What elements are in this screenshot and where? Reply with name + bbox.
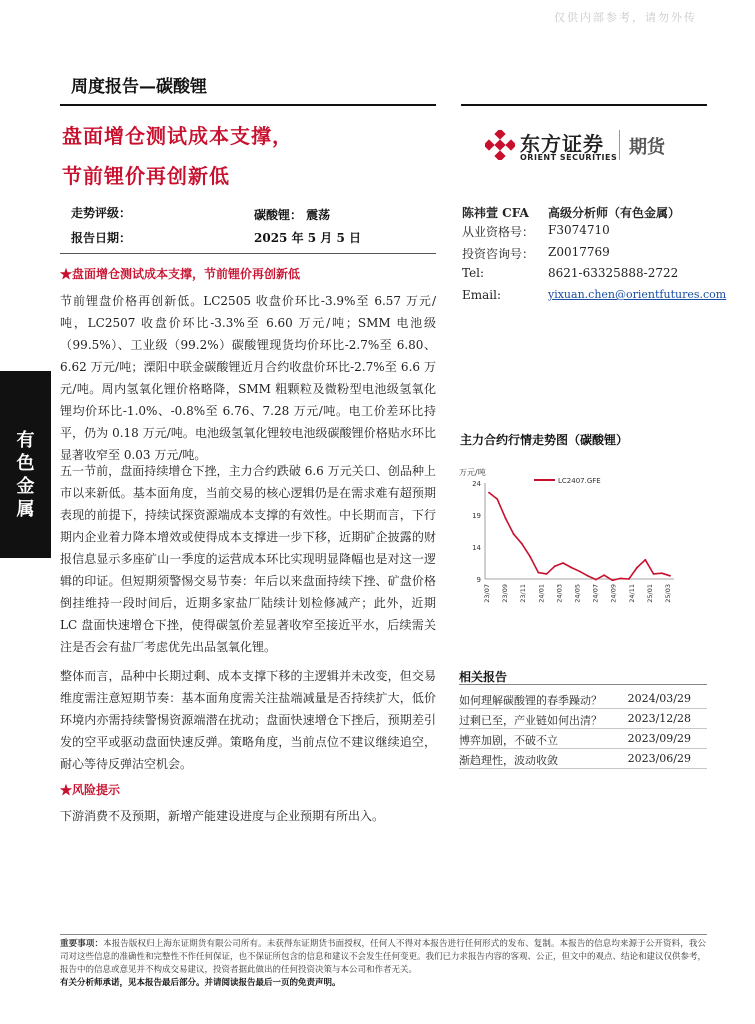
analyst-title: 高级分析师（有色金属） <box>548 206 681 220</box>
sector-label-char: 色 <box>16 453 35 474</box>
analyst-advisory-label: 投资咨询号： <box>462 247 535 261</box>
chart-title: 主力合约行情走势图（碳酸锂） <box>460 433 629 447</box>
chart-data-point <box>488 492 490 494</box>
related-report-date: 2023/09/29 <box>627 732 691 745</box>
chart-data-point <box>636 567 638 569</box>
analyst-tel-value: 8621-63325888-2722 <box>548 266 679 280</box>
summary-paragraph-1-text: 节前锂盘价格再创新低。LC2505 收盘价环比-3.9%至 6.57 万元/吨，LC2507 收盘价环比-3.3%至 6.60 万元/吨；SMM 电池级（99.5%）、工业级（99.2%）碳酸锂现货均价环比-2.7%至 6.80、6.62 万元/吨；溧阳中联金碳酸锂近月合约收盘价环比-2.7%至 6.6 万元/吨。周内氢氧化锂价格略降，SMM 粗颗粒及微粉型电池级氢氧化锂均价环比-1.0%、-0.8%至 6.76、7.28 万元/吨。电工价差环比持平，仍为 0.18 万元/吨。电池级氢氧化锂较电池级碳酸锂价格贴水环比显著收窄至 0.03 万元/吨。 <box>60 294 436 462</box>
related-report-title[interactable]: 博弈加剧，不破不立 <box>459 734 558 747</box>
related-report-title[interactable]: 过剩已至，产业链如何出清？ <box>459 714 602 727</box>
chart-data-point <box>587 575 589 577</box>
related-reports-heading: 相关报告 <box>459 670 508 684</box>
orient-securities-logo-icon <box>485 130 515 160</box>
chart-y-tick-label: 9 <box>476 576 481 584</box>
chart-data-point <box>521 543 523 545</box>
sector-label-char: 金 <box>16 476 35 497</box>
chart-data-point <box>570 567 572 569</box>
summary-heading: ★盘面增仓测试成本支撑，节前锂价再创新低 <box>60 267 301 281</box>
related-report-date: 2023/06/29 <box>627 752 691 765</box>
trend-rating-value: 碳酸锂： 震荡 <box>254 208 331 222</box>
chart-data-point <box>505 517 507 519</box>
logo-divider <box>619 130 620 160</box>
analyst-tel-label: Tel: <box>462 266 485 280</box>
chart-y-tick-label: 19 <box>472 512 481 520</box>
chart-y-label: 万元/吨 <box>459 468 486 477</box>
chart-data-point <box>644 559 646 561</box>
footer-notice-text: 本报告版权归上海东证期货有限公司所有。未获得东证期货书面授权，任何人不得对本报告进行任何形式的发布、复制。本报告的信息均来源于公开资料，我公司对这些信息的准确性和完整性不作任何保证，也不保证所包含的信息和建议不会发生任何变更。我们已力求报告内容的客观、公正，但文中的观点、结论和建议仅供参考，报告中的信息或意见并不构成交易建议，投资者据此做出的任何投资决策与本公司和作者无关。 <box>60 939 707 975</box>
header-rule-right <box>461 104 707 106</box>
chart-x-tick-label: 25/03 <box>664 584 672 603</box>
analyst-license-value: F3074710 <box>548 223 610 237</box>
chart-data-point <box>653 573 655 575</box>
chart-x-tick-label: 23/11 <box>519 584 528 603</box>
footer-notice-label: 重要事项： <box>60 939 104 949</box>
trend-rating-label: 走势评级： <box>71 206 132 220</box>
related-report-title[interactable]: 渐趋理性，波动收敛 <box>459 754 558 767</box>
related-report-title[interactable]: 如何理解碳酸锂的春季躁动？ <box>459 694 602 707</box>
analyst-license-label: 从业资格号： <box>462 225 535 239</box>
chart-data-point <box>661 572 663 574</box>
watermark: 仅供内部参考，请勿外传 <box>554 11 697 24</box>
chart-data-point <box>554 565 556 567</box>
footer-notice <box>60 938 706 977</box>
sector-label-char: 属 <box>16 499 35 520</box>
chart-x-tick-label: 23/09 <box>501 584 510 603</box>
chart-data-point <box>595 579 597 581</box>
summary-paragraph-3-text: 整体而言，品种中长期过剩、成本支撑下移的主逻辑并未改变，但交易维度需注意短期节奏：基本面角度需关注盐端减量是否持续扩大，低价环境内亦需持续警惕资源端潜在扰动；盘面快速增仓下挫后，预期差引发的空平或驱动盘面快速反弹。策略角度，当前点位不建议继续追空，耐心等待反弹沽空机会。 <box>60 669 436 771</box>
chart-data-point <box>546 573 548 575</box>
chart-data-point <box>537 572 539 574</box>
chart-x-tick-label: 23/07 <box>483 584 491 603</box>
analyst-advisory-value: Z0017769 <box>548 245 610 259</box>
chart-y-tick-label: 24 <box>472 480 481 488</box>
chart-series-line <box>489 493 670 581</box>
analyst-name: 陈祎萱 CFA <box>462 206 529 220</box>
chart-x-tick-label: 24/03 <box>555 584 564 603</box>
rating-rule <box>60 253 436 254</box>
footer-disclaimer-pointer: 有关分析师承诺，见本报告最后部分。并请阅读报告最后一页的免责声明。 <box>60 978 341 988</box>
price-chart <box>459 461 687 611</box>
chart-data-point <box>612 579 614 581</box>
summary-paragraph-2-text: 五一节前，盘面持续增仓下挫，主力合约跌破 6.6 万元关口、创品种上市以来新低。基本面角度，当前交易的核心逻辑仍是在需求难有超预期表现的前提下，持续试探资源端成本支撑的有效性。中长期而言，下行期内企业着力降本增效或使得成本支撑进一步下移，近期矿企披露的财报信息显示多座矿山一季度的运营成本环比实现明显降幅也是对这一逻辑的印证。但短期须警惕交易节奏：年后以来盘面持续下挫、矿盘价格倒挂维持一段时间后，近期多家盐厂陆续计划检修减产；此外，近期 LC 盘面快速增仓下挫，使得碳氢价差显著收窄至接近平水，后续需关注是否会有盐厂考虑优先出品氢氧化锂。 <box>60 464 436 654</box>
related-report-date: 2024/03/29 <box>627 692 691 705</box>
report-date-value: 2025 年 5 月 5 日 <box>254 231 361 245</box>
analyst-email-label: Email: <box>462 288 502 302</box>
chart-data-point <box>669 575 671 577</box>
sector-label-char: 有 <box>16 430 35 451</box>
chart-x-tick-label: 24/11 <box>627 584 636 603</box>
report-type: 周度报告—碳酸锂 <box>71 77 207 97</box>
chart-x-tick-label: 24/05 <box>573 584 582 603</box>
chart-data-point <box>620 577 622 579</box>
summary-paragraph-1 <box>60 290 436 466</box>
chart-x-tick-label: 25/01 <box>645 584 654 603</box>
sector-label <box>0 429 51 521</box>
chart-data-point <box>529 556 531 558</box>
related-item-rule <box>459 728 707 729</box>
chart-legend-label: LC2407.GFE <box>558 477 601 485</box>
logo-name-en: ORIENT SECURITIES <box>520 153 618 162</box>
report-title-line1: 盘面增仓测试成本支撑， <box>62 124 293 148</box>
chart-data-point <box>562 562 564 564</box>
logo-division: 期货 <box>629 137 665 158</box>
related-item-rule <box>459 708 707 709</box>
chart-data-point <box>496 498 498 500</box>
related-item-rule <box>459 748 707 749</box>
chart-data-point <box>513 533 515 535</box>
logo-name-cn: 东方证券 <box>520 132 604 156</box>
chart-data-point <box>579 570 581 572</box>
chart-x-tick-label: 24/09 <box>609 584 618 603</box>
chart-x-tick-label: 24/01 <box>537 584 546 603</box>
header-rule <box>60 104 436 106</box>
sector-sidebar <box>0 371 51 558</box>
risk-text: 下游消费不及预期，新增产能建设进度与企业预期有所出入。 <box>60 809 385 823</box>
footer-rule <box>60 934 707 935</box>
risk-heading: ★风险提示 <box>60 783 121 797</box>
related-report-date: 2023/12/28 <box>627 712 691 725</box>
summary-paragraph-2 <box>60 460 436 658</box>
chart-data-point <box>628 578 630 580</box>
report-title-line2: 节前锂价再创新低 <box>62 164 230 188</box>
chart-data-point <box>603 574 605 576</box>
chart-y-tick-label: 14 <box>472 544 481 552</box>
related-rule <box>459 684 707 685</box>
report-date-label: 报告日期： <box>71 231 132 245</box>
summary-paragraph-3 <box>60 665 436 775</box>
chart-x-tick-label: 24/07 <box>591 584 600 603</box>
related-item-rule <box>459 768 707 769</box>
analyst-email-link[interactable]: yixuan.chen@orientfutures.com <box>548 288 727 301</box>
